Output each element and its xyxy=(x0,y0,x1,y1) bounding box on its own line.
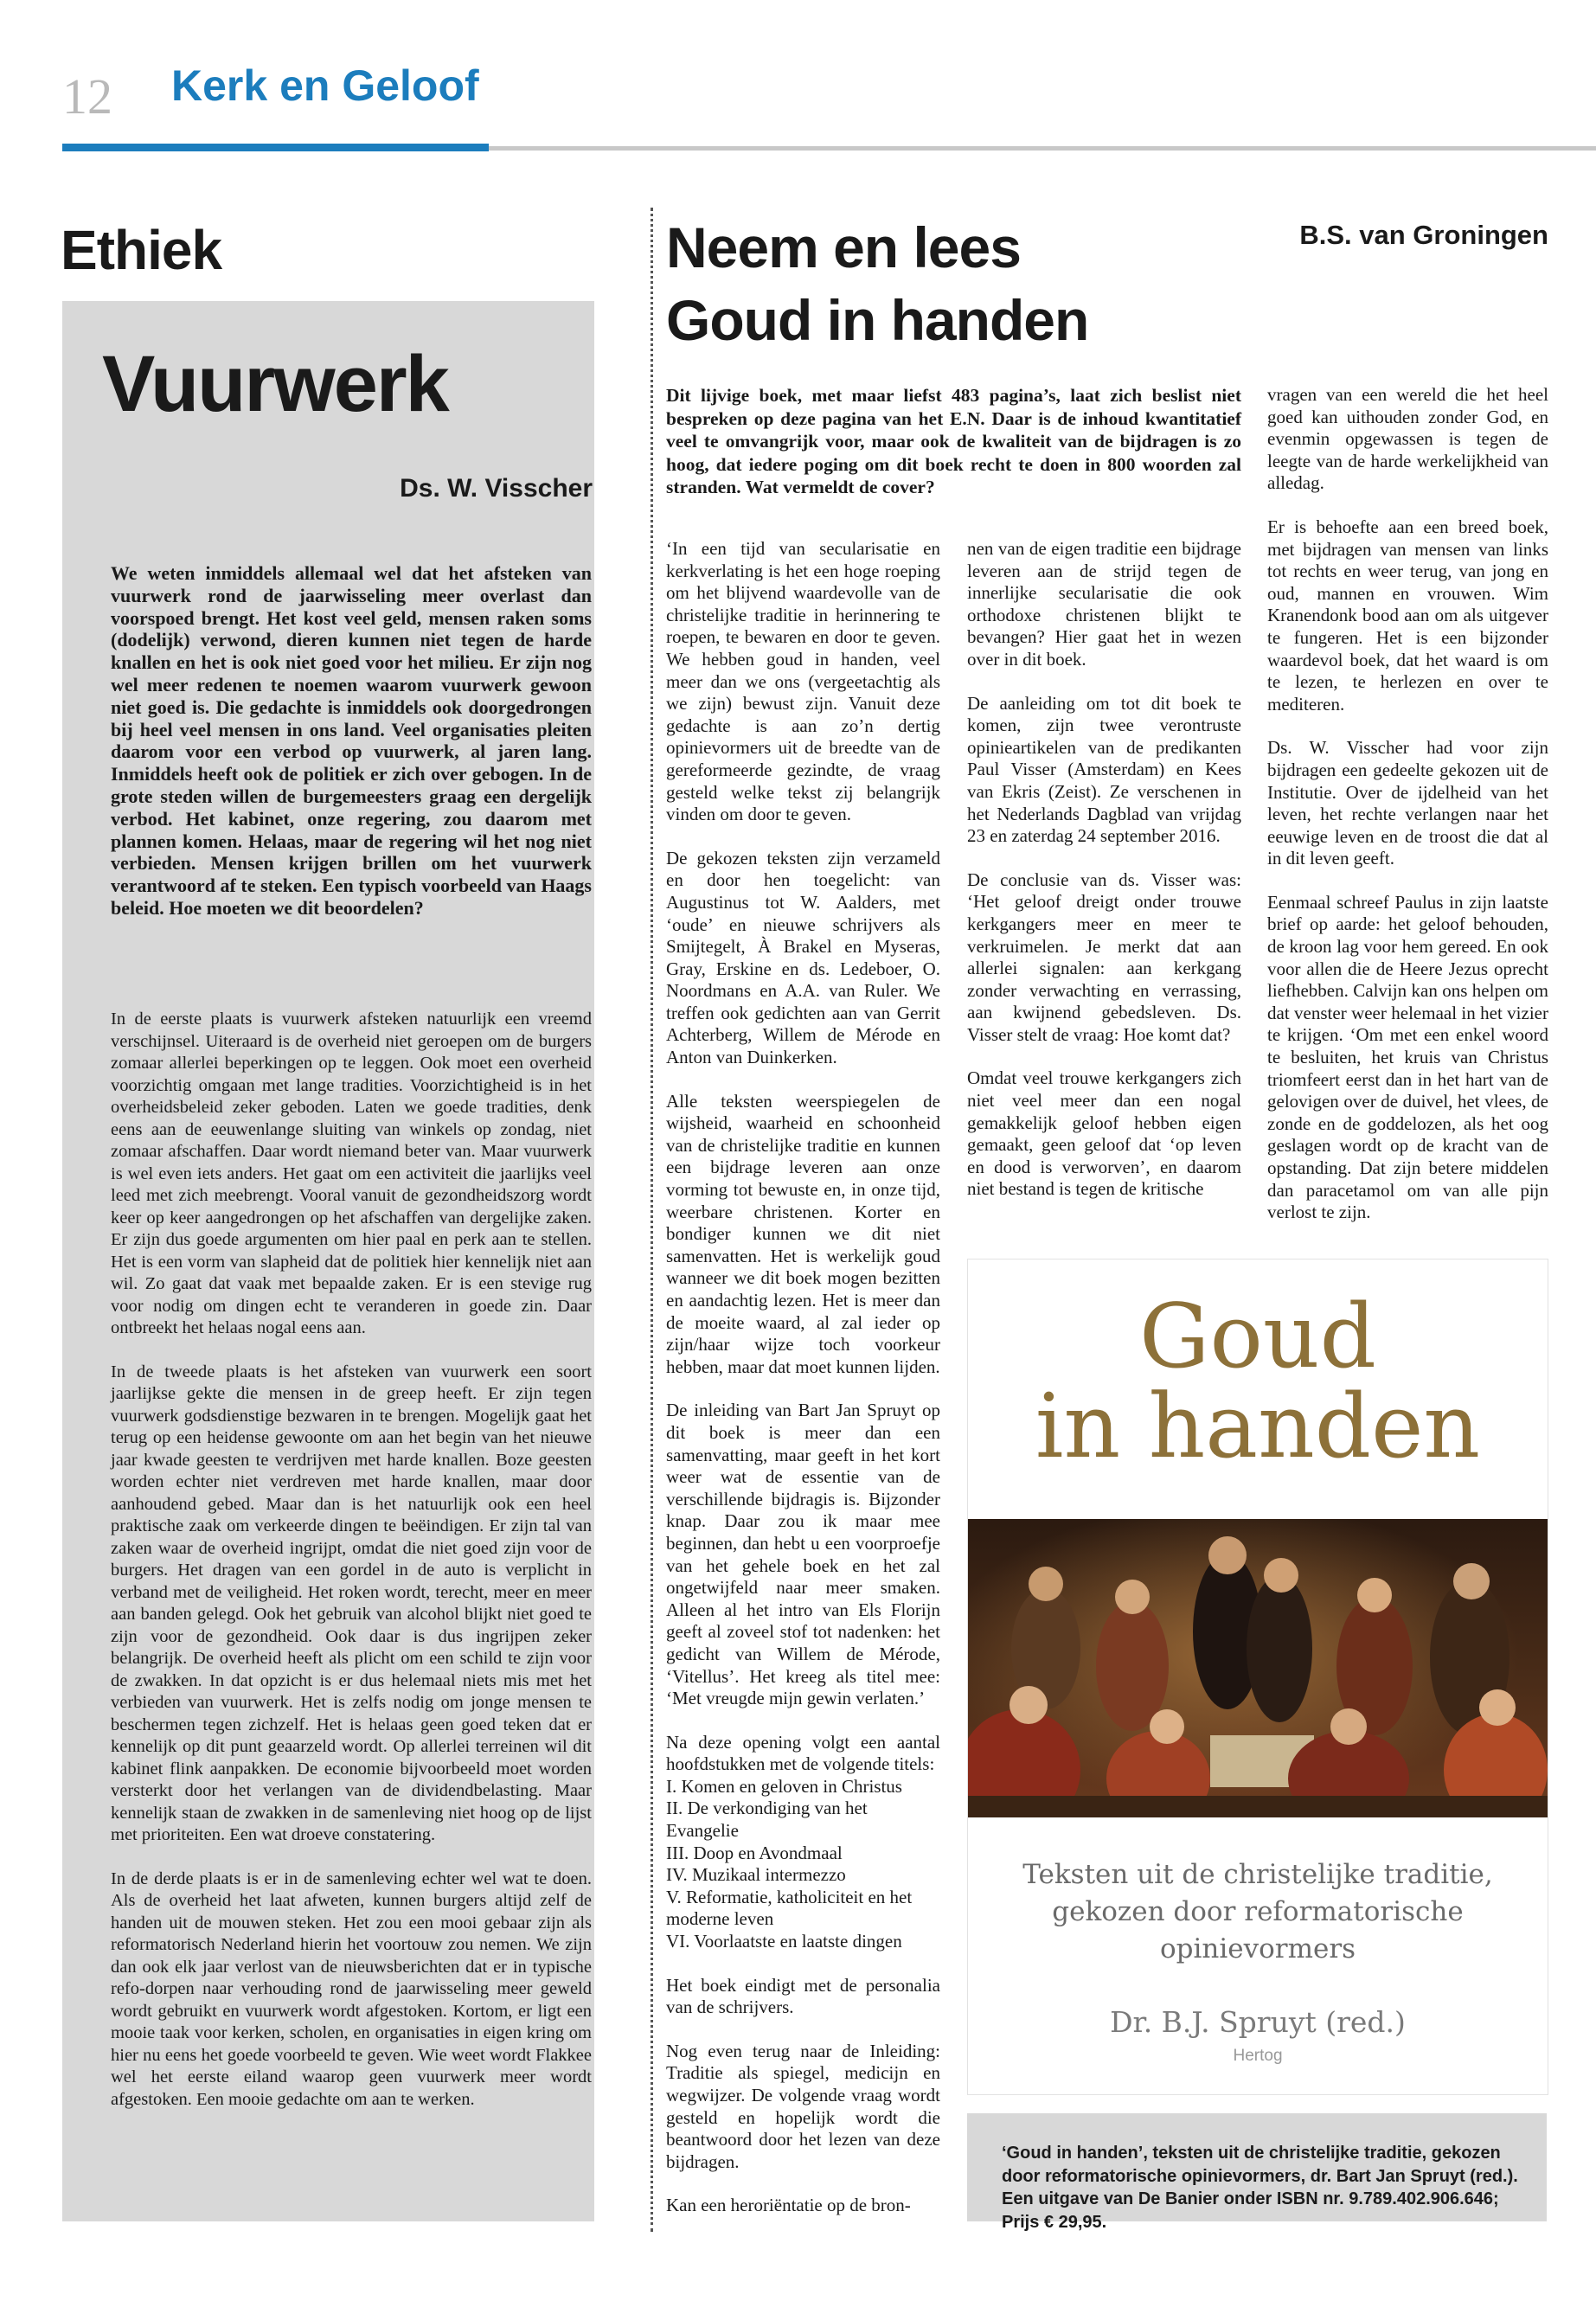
paragraph: Het boek eindigt met de personalia van de schrijvers. xyxy=(666,1974,940,2018)
rubric-neem-en-lees: Neem en lees xyxy=(666,215,1021,279)
column-divider xyxy=(651,208,653,2232)
paragraph: vragen van een wereld die het heel goed kan uithouden zonder God, en evenmin opgewassen is tegen de leegte van de harde werkelijkheid van alledag. xyxy=(1267,384,1548,494)
chapter-item: VI. Voorlaatste en laatste dingen xyxy=(666,1931,902,1952)
header-rule xyxy=(489,146,1596,151)
chapter-list xyxy=(666,1776,940,1953)
cover-subtitle-line: gekozen door reformatorische xyxy=(1052,1896,1464,1927)
article-column-3 xyxy=(1267,384,1548,1246)
cover-title xyxy=(968,1285,1548,1478)
article-title-vuurwerk: Vuurwerk xyxy=(102,340,448,428)
paragraph: De conclusie van ds. Visser was: ‘Het geloof dreigt onder trouwe kerkgangers meer en meer te verkruimelen. Je merkt dat aan allerlei signalen: aan kerkgang zonder verwachting en verrassing, aan kwijnend gebedsleven. Ds. Visser stelt de vraag: Hoe komt dat? xyxy=(967,868,1241,1045)
paragraph: In de tweede plaats is het afsteken van vuurwerk een soort jaarlijkse gekte die mensen in de greep heeft. Er zijn tegen vuurwerk godsdienstige bezwaren in te brengen. Mogelijk gaat het terug op een heidense gewoonte om aan het begin van het nieuwe jaar kwade geesten te verdrijven met harde knallen. Boze geesten worden echter niet verdreven met harde knallen, maar door aanhoudend gebed. Maar dan is het natuurlijk ook een heel praktische zaak om verkeerde dingen te beëindigen. Er zijn tal van zaken waar de overheid ingrijpt, omdat die niet goed zijn voor de burgers. Het dragen van een gordel in de auto is verplicht in verband met de veiligheid. Het roken wordt, terecht, meer en meer aan banden gelegd. Ook het gebruik van alcohol blijkt niet goed te zijn voor de gezondheid. Ook daar is dus ingrijpen zeker belangrijk. De overheid heeft als plicht om een schild te zijn voor de zwakken. In dat opzicht is er dus helemaal niets mis met het verbieden van vuurwerk. Het is zelfs nodig om jonge mensen te beschermen tegen zichzelf. Het is helaas geen goed teken dat er kennelijk op dit punt geaarzeld wordt. Op allerlei terreinen wil dit kabinet flink aanpakken. De economie bijvoorbeeld moet worden versterkt door het verlangen van de dividendbelasting. Maar kennelijk staan de zwakken in de samenleving niet hoog op de lijst met prioriteiten. Een wat droeve constatering. xyxy=(111,1362,592,1844)
paragraph: De gekozen teksten zijn verzameld en door hen toegelicht: van Augustinus tot W. Aalders, met ‘oude’ en nieuwe schrijvers als Smijtegelt, À Brakel en Myseras, Gray, Erskine en ds. Ledeboer, O. Noordmans en A.A. van Ruler. We treffen ook gedichten aan van Gerrit Achterberg, Willem de Mérode en Anton van Duinkerken. xyxy=(666,847,940,1068)
section-title: Kerk en Geloof xyxy=(171,61,479,110)
chapter-item: I. Komen en geloven in Christus xyxy=(666,1775,902,1797)
cover-editor: Dr. B.J. Spruyt (red.) xyxy=(1110,2005,1406,2039)
book-caption: ‘Goud in handen’, teksten uit de christelijke traditie, gekozen door reformatorische opinievormers, dr. Bart Jan Spruyt (red.). Een uitgave van De Banier onder ISBN nr. 9.789.402.906.646; Prijs € 29,95. xyxy=(1002,2144,1518,2232)
paragraph: Ds. W. Visscher had voor zijn bijdragen een gedeelte gekozen uit de Institutie. Over de ijdelheid van het leven, het rechte verlangen naar het eeuwige leven en de troost die dat al in dit leven geeft. xyxy=(1267,737,1548,869)
paragraph: Er is behoefte aan een breed boek, met bijdragen van mensen van links tot rechts en weer terug, van jong en oud, mannen en vrouwen. Wim Kranendonk bood aan om als uitgever te fungeren. Het is een bijzonder waardevol boek, dat het waard is om te lezen, te herlezen en over te mediteren. xyxy=(1267,516,1548,715)
article-body-vuurwerk xyxy=(111,1009,592,2132)
chapter-item: II. De verkondiging van het Evangelie xyxy=(666,1798,868,1842)
article-author-vuurwerk: Ds. W. Visscher xyxy=(400,474,593,503)
paragraph: In de eerste plaats is vuurwerk afsteken natuurlijk een vreemd verschijnsel. Uiteraard is de overheid niet geroepen om de burgers zomaar allerlei beperkingen op te leggen. Ook moet een overheid voorzichtig omgaan met lange tradities. Voorzichtigheid is in het overheidsbeleid zeker geboden. Laten we goede tradities, denk eens aan de eeuwenlange sluiting van winkels op zondag, niet zomaar afschaffen. Daar wordt niemand beter van. Maar vuurwerk is wel even iets anders. Het gaat om een activiteit die jaarlijks veel leed met zich meebrengt. Vooral vanuit de gezondheidszorg wordt keer op keer aangedrongen op het afschaffen van dergelijke zaken. Er zijn dus goede argumenten om hier paal en perk aan te stellen. Het is een vorm van slapheid dat de politiek hier kennelijk niet aan wil. Zo gaat dat vaak met bepaalde zaken. Er is een stevige rug voor nodig om dingen echt te veranderen in goede zin. Daar ontbreekt het helaas nogal eens aan. xyxy=(111,1009,592,1337)
cover-title-line: in handen xyxy=(1035,1375,1481,1478)
chapter-item: IV. Muzikaal intermezzo xyxy=(666,1864,846,1886)
cover-subtitle-line: Teksten uit de christelijke traditie, xyxy=(1022,1859,1493,1890)
article-intro-vuurwerk: We weten inmiddels allemaal wel dat het afsteken van vuurwerk rond de jaarwisseling meer overlast dan voorspoed brengt. Het kost veel geld, mensen raken soms (dodelijk) verwond, dieren kunnen niet tegen de harde knallen en het is ook niet goed voor het milieu. Er zijn nog wel meer redenen te noemen waarom vuurwerk gewoon niet goed is. Die gedachte is inmiddels ook doorgedrongen bij heel veel mensen in ons land. Veel organisaties pleiten daarom voor een verbod op vuurwerk, al jaren lang. Inmiddels heeft ook de politiek er zich over gebogen. In de grote steden willen de burgemeesters graag een dergelijk verbod. Het kabinet, onze regering, zou daarom met plannen komen. Helaas, maar de regering wil het nog niet verbieden. Mensen krijgen brillen om het vuurwerk verantwoord af te steken. Een typisch voorbeeld van Haags beleid. Hoe moeten we dit beoordelen? xyxy=(111,562,592,919)
chapter-item: V. Reformatie, katholiciteit en het moderne leven xyxy=(666,1886,913,1930)
header-rule-accent xyxy=(62,144,489,151)
paragraph: De aanleiding om tot dit boek te komen, zijn twee verontruste opinieartikelen van de predikanten Paul Visser (Amsterdam) en Kees van Ekris (Zeist). Ze verschenen in het Nederlands Dagblad van vrijdag 23 en zaterdag 24 september 2016. xyxy=(967,692,1241,847)
cover-painting-illustration xyxy=(968,1519,1548,1817)
paragraph: nen van de eigen traditie een bijdrage leveren aan de strijd tegen de innerlijke secularisatie die ook orthodoxe christenen blijkt te bevangen? Hier gaat het in wezen over in dit boek. xyxy=(967,538,1241,670)
article-column-2 xyxy=(967,538,1241,1222)
paragraph: ‘In een tijd van secularisatie en kerkverlating is het een hoge roeping om het blijvend waardevolle van de christelijke traditie in herinnering te roepen, te bewaren en door te geven. We hebben goud in handen, veel meer dan we ons (vergeetachtig als we zijn) bewust zijn. Vanuit deze gedachte is aan zo’n dertig opinievormers uit de breedte van de gereformeerde gezindte, de vraag gesteld welke tekst zij belangrijk vinden om door te geven. xyxy=(666,538,940,825)
paragraph: De inleiding van Bart Jan Spruyt op dit boek is meer dan een samenvatting, maar geeft in het kort weer wat de essentie van de verschillende bijdragis is. Bijzonder knap. Daar zou ik maar mee beginnen, dan hebt u een voorproefje van het gehele boek en het zal ongetwijfeld naar meer smaken. Alleen al het intro van Els Florijn geeft al zoveel stof tot nadenken: het gedicht van Willem de Mérode, ‘Vitellus’. Het kreeg als titel mee: ‘Met vreugde mijn gewin verlaten.’ xyxy=(666,1400,940,1709)
article-title-goud-in-handen: Goud in handen xyxy=(666,288,1089,352)
book-cover-image xyxy=(967,1259,1548,2095)
rubric-ethiek: Ethiek xyxy=(61,219,222,281)
page-number: 12 xyxy=(62,68,112,125)
paragraph: Kan een heroriëntatie op de bron- xyxy=(666,2195,911,2216)
paragraph: Nog even terug naar de Inleiding: Traditie als spiegel, medicijn en wegwijzer. De volgende vraag wordt gesteld en hopelijk wordt die beantwoord door het lezen van deze bijdragen. xyxy=(666,2040,940,2172)
cover-subtitle-line: opinievormers xyxy=(1159,1933,1356,1965)
article-column-1 xyxy=(666,538,940,2239)
cover-publisher: Hertog xyxy=(1233,2047,1283,2065)
paragraph: Omdat veel trouwe kerkgangers zich niet veel meer dan een nogal gemakkelijk geloof hebben eigen gemaakt, geen geloof dat ‘op leven en dood is verworven’, en daarom niet bestand is tegen de kritische xyxy=(967,1067,1241,1200)
chapter-item: III. Doop en Avondmaal xyxy=(666,1842,843,1863)
cover-subtitle xyxy=(985,1856,1530,1968)
paragraph: Eenmaal schreef Paulus in zijn laatste brief op aarde: het geloof behouden, de kroon lag voor hem gereed. En ook voor allen die de Heere Jezus oprecht liefhebben. Calvijn kan ons helpen om dat venster weer helemaal in het vizier te krijgen. ‘Om met een enkel woord te besluiten, het kruis van Christus triomfeert eerst dan in het hart van de gelovigen over de duivel, het vlees, de zonde en de goddelozen, als het oog geslagen wordt op de kracht van de opstanding. Dat zijn betere middelen dan paracetamol om van alle pijn verlost te zijn. xyxy=(1267,891,1548,1223)
article-intro-goud: Dit lijvige boek, met maar liefst 483 pagina’s, laat zich beslist niet bespreken op deze pagina van het E.N. Daar is de inhoud kwantitatief veel te omvangrijk voor, maar ook de kwaliteit van de bijdragen is zo hoog, dat iedere poging om dit boek recht te doen in 800 woorden zal stranden. Wat vermeldt de cover? xyxy=(666,385,1241,497)
cover-title-line: Goud xyxy=(1139,1285,1376,1388)
paragraph: In de derde plaats is er in de samenleving echter wel wat te doen. Als de overheid het laat afweten, kunnen burgers altijd zelf de handen uit de mouwen steken. Het zou een mooi gebaar zijn als reformatorisch Nederland hierin het voortouw zou nemen. We zijn dan ook elk jaar verlost van de nieuwsberichten dat er in typische refo-dorpen naar verhouding rond de jaarwisseling meer geweld wordt gebruikt en vuurwerk wordt afgestoken. Kortom, er ligt een mooie taak voor kerken, scholen, en organisaties in eigen kring om hier nu eens het goede voorbeeld te geven. Wie weet wordt Flakkee wel het eerste eiland waarop geen vuurwerk meer wordt afgestoken. Een mooie gedachte om aan te werken. xyxy=(111,1868,592,2109)
paragraph: Alle teksten weerspiegelen de wijsheid, waarheid en schoonheid van de christelijke traditie en kunnen een bijdrage leveren aan onze vorming tot bewuste en, in onze tijd, weerbare christenen. Korter en bondiger kunnen we dit niet samenvatten. Het is werkelijk goud wanneer we dit boek mogen bezitten en aandachtig lezen. Het is meer dan de moeite waard, al zal ieder op zijn/haar wijze toch voorkeur hebben, maar dat moet kunnen lijden. xyxy=(666,1090,940,1377)
article-author-groningen: B.S. van Groningen xyxy=(1299,220,1548,250)
paragraph: Na deze opening volgt een aantal hoofdstukken met de volgende titels: xyxy=(666,1731,940,1775)
